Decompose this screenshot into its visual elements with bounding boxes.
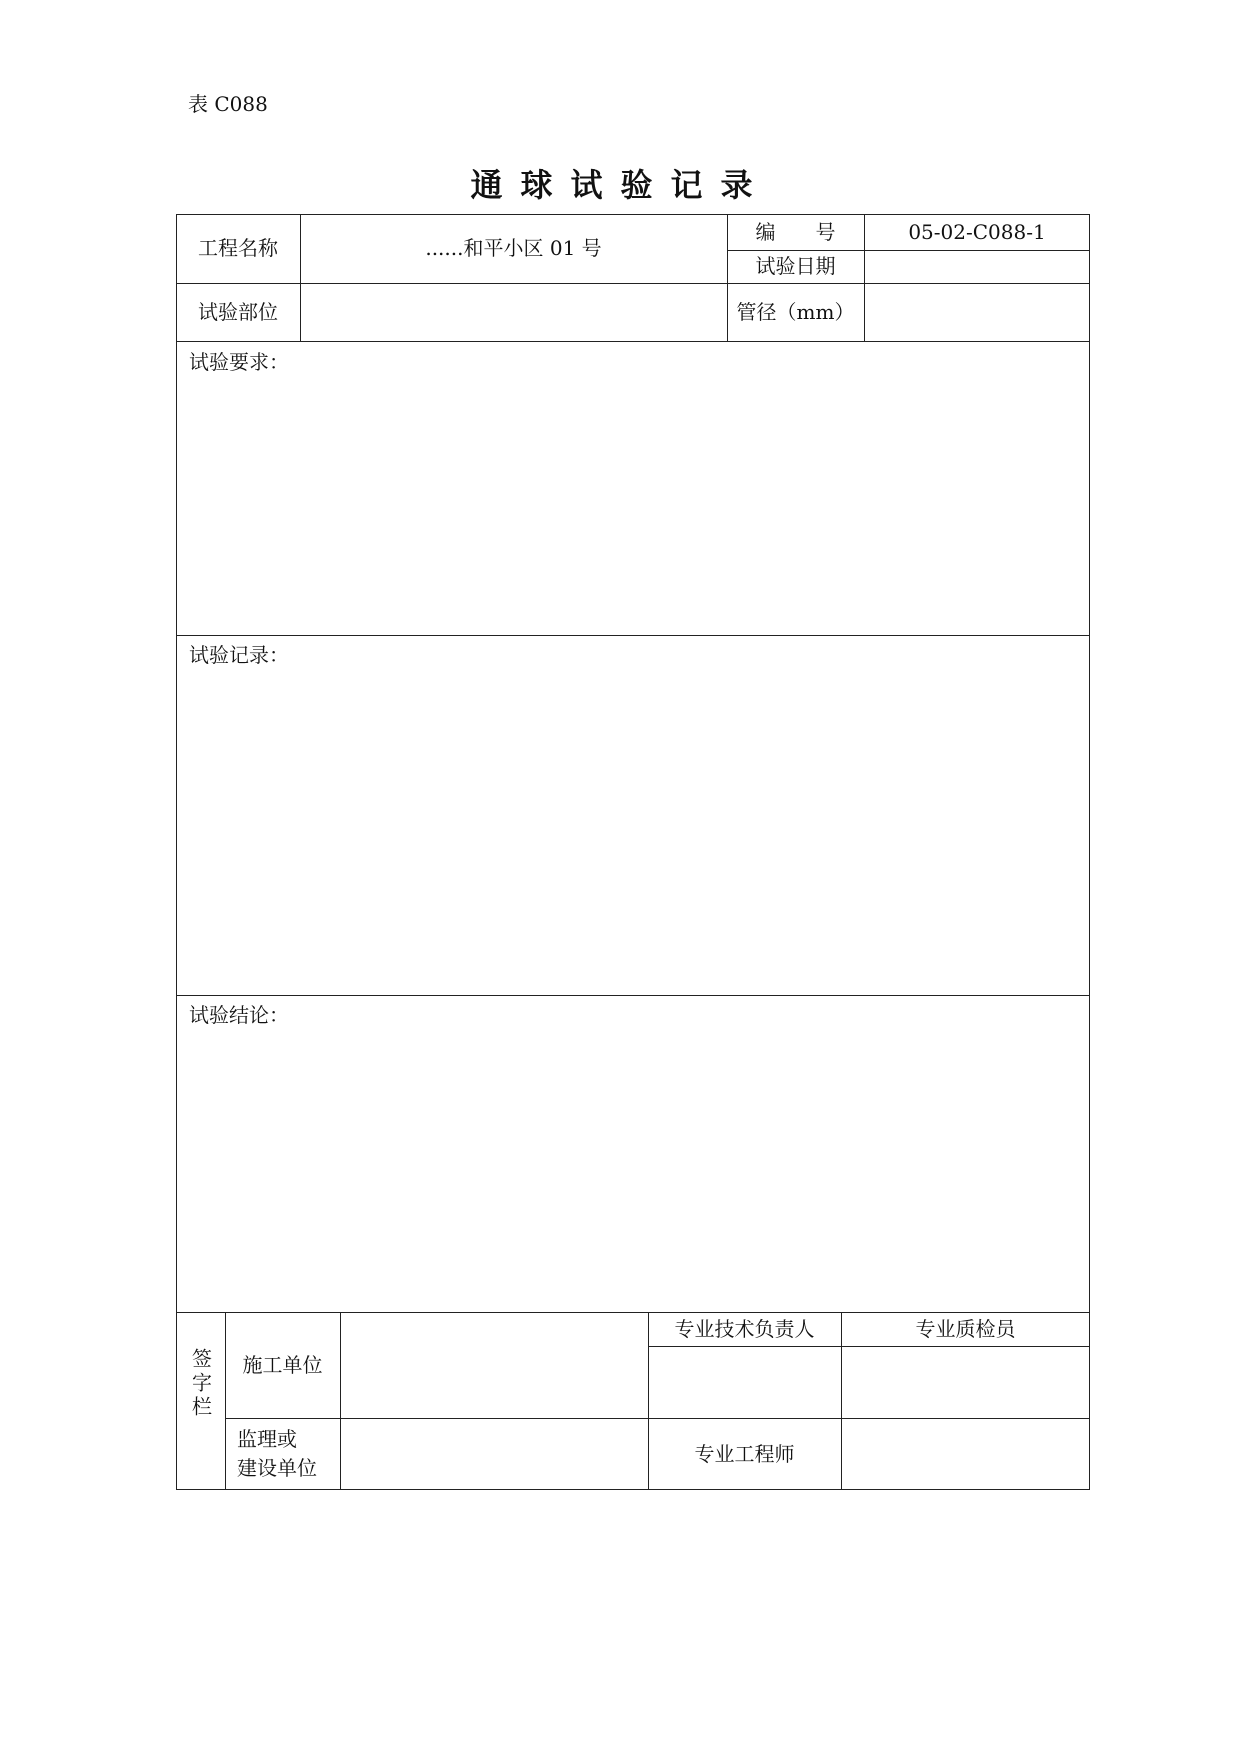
number-value[interactable]: 05-02-C088-1 <box>908 219 1046 244</box>
construction-unit-value[interactable] <box>340 1312 648 1418</box>
rule-h-4 <box>176 635 1090 636</box>
test-date-value[interactable] <box>864 250 1090 283</box>
form-code: 表 C088 <box>188 92 268 116</box>
supervision-unit-label <box>225 1418 340 1490</box>
signature-column-text: 签字栏 <box>188 1348 213 1420</box>
quality-inspector-label: 专业质检员 <box>915 1316 1016 1341</box>
conclusion-label: 试验结论： <box>189 1003 289 1027</box>
supervision-unit-line2: 建设单位 <box>237 1456 317 1480</box>
record-label: 试验记录： <box>189 643 289 667</box>
pipe-diameter-label: 管径（mm） <box>736 299 855 324</box>
project-name-value[interactable]: ......和平小区 01 号 <box>425 236 602 260</box>
number-label: 编 号 <box>755 219 836 244</box>
test-location-label: 试验部位 <box>198 299 278 324</box>
rule-h-5 <box>176 995 1090 996</box>
supervision-unit-line1: 监理或 <box>237 1427 297 1451</box>
quality-inspector-signature[interactable] <box>841 1346 1090 1418</box>
pipe-diameter-value[interactable] <box>864 283 1090 341</box>
project-name-label: 工程名称 <box>198 236 278 260</box>
page-title: 通球试验记录 <box>470 166 771 204</box>
tech-lead-label: 专业技术负责人 <box>674 1316 815 1341</box>
requirements-label: 试验要求： <box>189 350 289 374</box>
engineer-label: 专业工程师 <box>694 1441 795 1466</box>
signature-column-label <box>176 1312 225 1490</box>
construction-unit-label: 施工单位 <box>242 1352 323 1377</box>
form-table <box>176 214 1090 1490</box>
supervision-unit-value[interactable] <box>340 1418 648 1490</box>
engineer-signature[interactable] <box>841 1418 1090 1490</box>
test-date-label: 试验日期 <box>755 254 836 278</box>
tech-lead-signature[interactable] <box>648 1346 841 1418</box>
rule-h-3 <box>176 341 1090 342</box>
test-location-value[interactable] <box>300 283 727 341</box>
